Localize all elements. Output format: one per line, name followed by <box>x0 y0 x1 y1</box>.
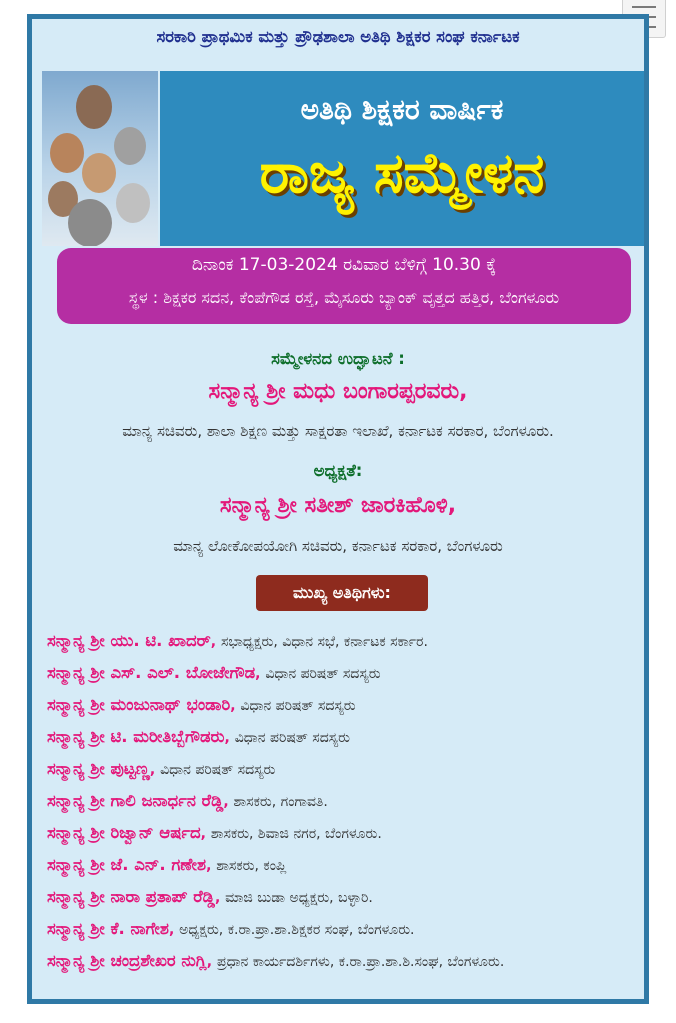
guest-item: ಸನ್ಮಾನ್ಯ ಶ್ರೀ ಪುಟ್ಟಣ್ಣ, ವಿಧಾನ ಪರಿಷತ್ ಸದಸ್ಯರು <box>47 759 276 778</box>
guest-role: ವಿಧಾನ ಪರಿಷತ್ ಸದಸ್ಯರು <box>265 666 381 682</box>
poster-subtitle: ಅತಿಥಿ ಶಿಕ್ಷಕರ ವಾರ್ಷಿಕ <box>300 93 504 126</box>
guest-name: ಸನ್ಮಾನ್ಯ ಶ್ರೀ ಚಂದ್ರಶೇಖರ ನುಗ್ಲಿ <box>47 951 207 970</box>
guest-role: ಪ್ರಧಾನ ಕಾರ್ಯದರ್ಶಿಗಳು, ಕ.ರಾ.ಪ್ರಾ.ಶಾ.ಶಿ.ಸಂಘ, ಬೆಂಗಳೂರು. <box>216 954 505 970</box>
guest-role: ವಿಧಾನ ಪರಿಷತ್ ಸದಸ್ಯರು <box>240 698 356 714</box>
portrait-face <box>116 183 150 223</box>
guest-role: ಸಭಾಧ್ಯಕ್ಷರು, ವಿಧಾನ ಸಭೆ, ಕರ್ನಾಟಕ ಸರ್ಕಾರ. <box>220 634 428 650</box>
guest-role: ಶಾಸಕರು, ಶಿವಾಜಿ ನಗರ, ಬೆಂಗಳೂರು. <box>210 826 382 842</box>
guest-name: ಸನ್ಮಾನ್ಯ ಶ್ರೀ ಗಾಲಿ ಜನಾರ್ಧನ ರೆಡ್ಡಿ <box>47 791 224 810</box>
guest-name: ಸನ್ಮಾನ್ಯ ಶ್ರೀ ನಾರಾ ಪ್ರತಾಪ್ ರೆಡ್ಡಿ <box>47 887 215 906</box>
guest-item: ಸನ್ಮಾನ್ಯ ಶ್ರೀ ಕೆ. ನಾಗೇಶ, ಅಧ್ಯಕ್ಷರು, ಕ.ರಾ.ಪ್ರಾ.ಶಾ.ಶಿಕ್ಷಕರ ಸಂಘ, ಬೆಂಗಳೂರು. <box>47 919 415 938</box>
portrait-face <box>82 153 116 193</box>
guest-name: ಸನ್ಮಾನ್ಯ ಶ್ರೀ ಜೆ. ಎನ್. ಗಣೇಶ <box>47 855 207 874</box>
organization-name: ಸರಕಾರಿ ಪ್ರಾಥಮಿಕ ಮತ್ತು ಪ್ರೌಢಶಾಲಾ ಅತಿಥಿ ಶಿಕ್ಷಕರ ಸಂಘ ಕರ್ನಾಟಕ <box>156 27 520 46</box>
guest-item: ಸನ್ಮಾನ್ಯ ಶ್ರೀ ಯು. ಟಿ. ಖಾದರ್, ಸಭಾಧ್ಯಕ್ಷರು, ವಿಧಾನ ಸಭೆ, ಕರ್ನಾಟಕ ಸರ್ಕಾರ. <box>47 631 428 650</box>
guest-name: ಸನ್ಮಾನ್ಯ ಶ್ರೀ ಮಂಜುನಾಥ್ ಭಂಡಾರಿ <box>47 695 231 714</box>
inaugurator-role: ಮಾನ್ಯ ಸಚಿವರು, ಶಾಲಾ ಶಿಕ್ಷಣ ಮತ್ತು ಸಾಕ್ಷರತಾ ಇಲಾಖೆ, ಕರ್ನಾಟಕ ಸರಕಾರ, ಬೆಂಗಳೂರು. <box>122 422 554 440</box>
portrait-face <box>76 85 112 129</box>
inaugurator-name: ಸನ್ಮಾನ್ಯ ಶ್ರೀ ಮಧು ಬಂಗಾರಪ್ಪರವರು, <box>208 379 468 404</box>
guest-name: ಸನ್ಮಾನ್ಯ ಶ್ರೀ ರಿಜ್ವಾನ್ ಆರ್ಷದ <box>47 823 201 842</box>
guest-role: ಅಧ್ಯಕ್ಷರು, ಕ.ರಾ.ಪ್ರಾ.ಶಾ.ಶಿಕ್ಷಕರ ಸಂಘ, ಬೆಂಗಳೂರು. <box>179 922 415 938</box>
guest-item: ಸನ್ಮಾನ್ಯ ಶ್ರೀ ಚಂದ್ರಶೇಖರ ನುಗ್ಲಿ, ಪ್ರಧಾನ ಕಾರ್ಯದರ್ಶಿಗಳು, ಕ.ರಾ.ಪ್ರಾ.ಶಾ.ಶಿ.ಸಂಘ, ಬೆಂಗಳೂರು. <box>47 951 505 970</box>
title-banner <box>160 71 644 246</box>
guest-role: ಶಾಸಕರು, ಗಂಗಾವತಿ. <box>233 794 328 810</box>
event-date: ದಿನಾಂಕ 17-03-2024 ರವಿವಾರ ಬೆಳಿಗ್ಗೆ 10.30 ಕ್ಕೆ <box>191 255 497 275</box>
presidency-heading: ಅಧ್ಯಕ್ಷತೆ: <box>313 461 363 480</box>
guest-item: ಸನ್ಮಾನ್ಯ ಶ್ರೀ ರಿಜ್ವಾನ್ ಆರ್ಷದ, ಶಾಸಕರು, ಶಿವಾಜಿ ನಗರ, ಬೆಂಗಳೂರು. <box>47 823 382 842</box>
guest-role: ವಿಧಾನ ಪರಿಷತ್ ಸದಸ್ಯರು <box>234 730 350 746</box>
guest-role: ಶಾಸಕರು, ಕಂಪ್ಲಿ <box>216 858 287 874</box>
guest-item: ಸನ್ಮಾನ್ಯ ಶ್ರೀ ಟಿ. ಮರೀತಿಬ್ಬೆಗೌಡರು, ವಿಧಾನ ಪರಿಷತ್ ಸದಸ್ಯರು <box>47 727 350 746</box>
portrait-face <box>50 133 84 173</box>
guest-item: ಸನ್ಮಾನ್ಯ ಶ್ರೀ ಗಾಲಿ ಜನಾರ್ಧನ ರೆಡ್ಡಿ, ಶಾಸಕರು, ಗಂಗಾವತಿ. <box>47 791 328 810</box>
guest-role: ವಿಧಾನ ಪರಿಷತ್ ಸದಸ್ಯರು <box>160 762 276 778</box>
guest-name: ಸನ್ಮಾನ್ಯ ಶ್ರೀ ಕೆ. ನಾಗೇಶ <box>47 919 169 938</box>
inauguration-heading: ಸಮ್ಮೇಳನದ ಉದ್ಘಾಟನೆ : <box>271 349 405 368</box>
leaders-collage-image <box>42 71 158 246</box>
portrait-face <box>68 199 112 246</box>
date-venue-box <box>57 248 631 324</box>
president-name: ಸನ್ಮಾನ್ಯ ಶ್ರೀ ಸತೀಶ್ ಜಾರಕಿಹೊಳಿ, <box>219 493 457 518</box>
guest-name: ಸನ್ಮಾನ್ಯ ಶ್ರೀ ಎಸ್. ಎಲ್. ಬೋಜೇಗೌಡ <box>47 663 256 682</box>
chief-guests-list <box>47 625 647 977</box>
guest-name: ಸನ್ಮಾನ್ಯ ಶ್ರೀ ಟಿ. ಮರೀತಿಬ್ಬೆಗೌಡರು <box>47 727 225 746</box>
guest-item: ಸನ್ಮಾನ್ಯ ಶ್ರೀ ಮಂಜುನಾಥ್ ಭಂಡಾರಿ, ವಿಧಾನ ಪರಿಷತ್ ಸದಸ್ಯರು <box>47 695 356 714</box>
guest-item: ಸನ್ಮಾನ್ಯ ಶ್ರೀ ಜೆ. ಎನ್. ಗಣೇಶ, ಶಾಸಕರು, ಕಂಪ್ಲಿ <box>47 855 287 874</box>
guest-item: ಸನ್ಮಾನ್ಯ ಶ್ರೀ ಎಸ್. ಎಲ್. ಬೋಜೇಗೌಡ, ವಿಧಾನ ಪರಿಷತ್ ಸದಸ್ಯರು <box>47 663 381 682</box>
poster-title: ರಾಜ್ಯ ಸಮ್ಮೇಳನ <box>259 141 545 206</box>
portrait-face <box>114 127 146 165</box>
event-poster <box>27 14 649 1004</box>
chief-guests-heading: ಮುಖ್ಯ ಅತಿಥಿಗಳು: <box>256 575 428 611</box>
guest-role: ಮಾಜಿ ಬುಡಾ ಅಧ್ಯಕ್ಷರು, ಬಳ್ಳಾರಿ. <box>225 890 373 906</box>
hamburger-icon-bar <box>632 6 656 8</box>
guest-item: ಸನ್ಮಾನ್ಯ ಶ್ರೀ ನಾರಾ ಪ್ರತಾಪ್ ರೆಡ್ಡಿ, ಮಾಜಿ ಬುಡಾ ಅಧ್ಯಕ್ಷರು, ಬಳ್ಳಾರಿ. <box>47 887 373 906</box>
event-venue: ಸ್ಥಳ : ಶಿಕ್ಷಕರ ಸದನ, ಕೆಂಪೆಗೌಡ ರಸ್ತೆ, ಮೈಸೂರು ಬ್ಯಾಂಕ್ ವೃತ್ತದ ಹತ್ತಿರ, ಬೆಂಗಳೂರು <box>128 288 560 307</box>
guest-name: ಸನ್ಮಾನ್ಯ ಶ್ರೀ ಪುಟ್ಟಣ್ಣ <box>47 759 150 778</box>
guest-name: ಸನ್ಮಾನ್ಯ ಶ್ರೀ ಯು. ಟಿ. ಖಾದರ್ <box>47 631 211 650</box>
president-role: ಮಾನ್ಯ ಲೋಕೋಪಯೋಗಿ ಸಚಿವರು, ಕರ್ನಾಟಕ ಸರಕಾರ, ಬೆಂಗಳೂರು <box>173 537 503 555</box>
